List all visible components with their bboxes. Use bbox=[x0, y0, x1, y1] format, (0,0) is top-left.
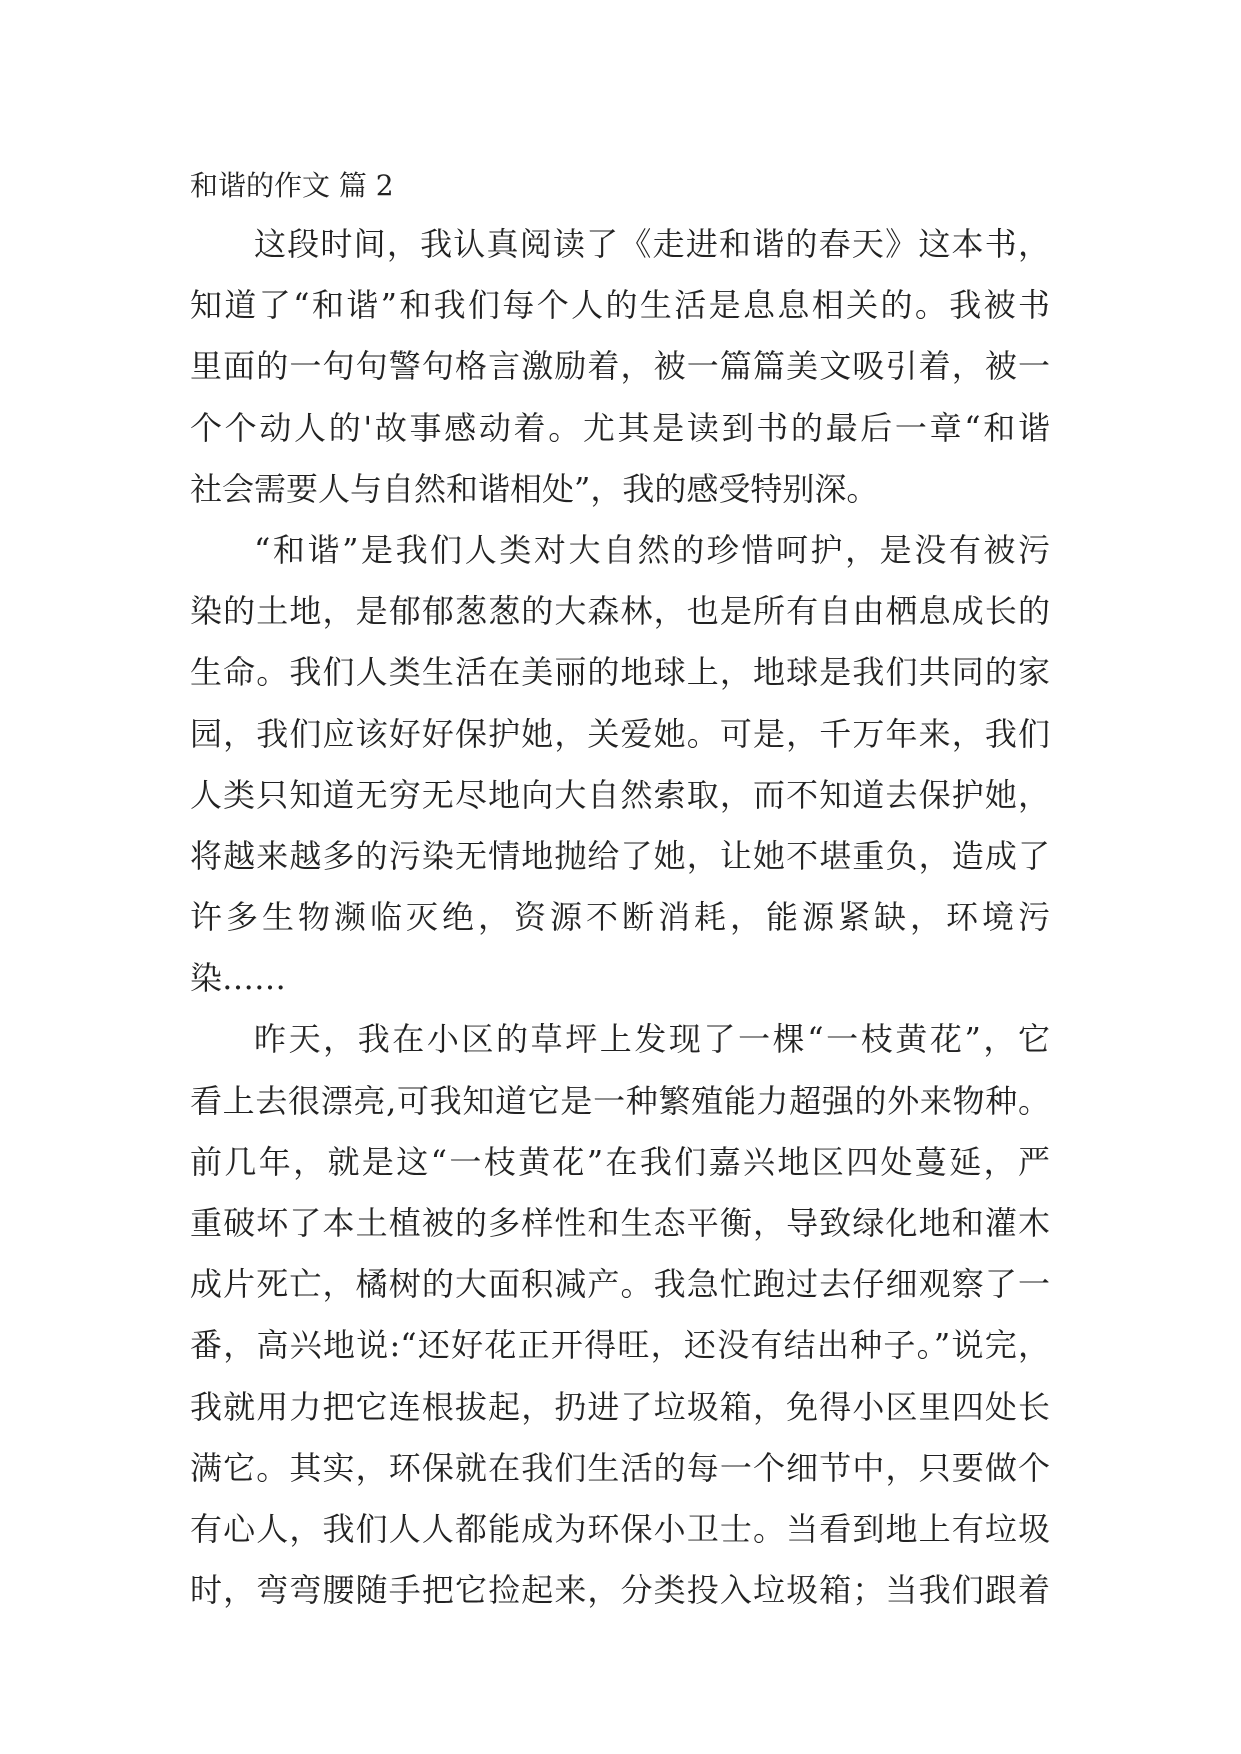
text-line: 染的土地，是郁郁葱葱的大森林，也是所有自由栖息成长的 bbox=[190, 592, 1050, 631]
text-line: 社会需要人与自然和谐相处”，我的感受特别深。 bbox=[190, 469, 879, 508]
text-line: 成片死亡，橘树的大面积减产。我急忙跑过去仔细观察了一 bbox=[190, 1265, 1050, 1304]
paragraph-2 bbox=[190, 520, 1050, 1010]
text-line: 园，我们应该好好保护她，关爱她。可是，千万年来，我们 bbox=[190, 714, 1050, 753]
text-line: “和谐”是我们人类对大自然的珍惜呵护，是没有被污 bbox=[254, 530, 1050, 569]
text-line: 个个动人的'故事感动着。尤其是读到书的最后一章“和谐 bbox=[190, 408, 1050, 447]
text-line: 前几年，就是这“一枝黄花”在我们嘉兴地区四处蔓延，严 bbox=[190, 1142, 1050, 1181]
text-line: 满它。其实，环保就在我们生活的每一个细节中，只要做个 bbox=[190, 1448, 1050, 1487]
text-line: 许多生物濒临灭绝，资源不断消耗，能源紧缺，环境污 bbox=[190, 898, 1050, 937]
text-line: 染…… bbox=[190, 959, 287, 998]
document-body bbox=[190, 158, 1050, 1621]
text-line: 知道了“和谐”和我们每个人的生活是息息相关的。我被书 bbox=[190, 286, 1050, 325]
paragraph-3 bbox=[190, 1009, 1050, 1621]
text-line: 人类只知道无穷无尽地向大自然索取，而不知道去保护她， bbox=[190, 775, 1050, 814]
essay-heading: 和谐的作文 篇 2 bbox=[190, 169, 394, 202]
text-line: 有心人，我们人人都能成为环保小卫士。当看到地上有垃圾 bbox=[190, 1509, 1050, 1548]
text-line: 里面的一句句警句格言激励着，被一篇篇美文吸引着，被一 bbox=[190, 347, 1050, 386]
text-line: 重破坏了本土植被的多样性和生态平衡，导致绿化地和灌木 bbox=[190, 1204, 1050, 1242]
text-line: 时，弯弯腰随手把它捡起来，分类投入垃圾箱；当我们跟着 bbox=[190, 1571, 1050, 1610]
text-line: 这段时间，我认真阅读了《走进和谐的春天》这本书， bbox=[254, 225, 1050, 263]
text-line: 生命。我们人类生活在美丽的地球上，地球是我们共同的家 bbox=[190, 653, 1050, 692]
text-line: 番，高兴地说:“还好花正开得旺，还没有结出种子。”说完， bbox=[190, 1326, 1050, 1365]
paragraph-1 bbox=[190, 214, 1050, 520]
text-line: 将越来越多的污染无情地抛给了她，让她不堪重负，造成了 bbox=[190, 836, 1050, 875]
text-line: 看上去很漂亮,可我知道它是一种繁殖能力超强的外来物种。 bbox=[190, 1081, 1050, 1120]
text-line: 我就用力把它连根拔起，扔进了垃圾箱，免得小区里四处长 bbox=[190, 1387, 1050, 1426]
text-line: 昨天，我在小区的草坪上发现了一棵“一枝黄花”，它 bbox=[254, 1020, 1050, 1059]
